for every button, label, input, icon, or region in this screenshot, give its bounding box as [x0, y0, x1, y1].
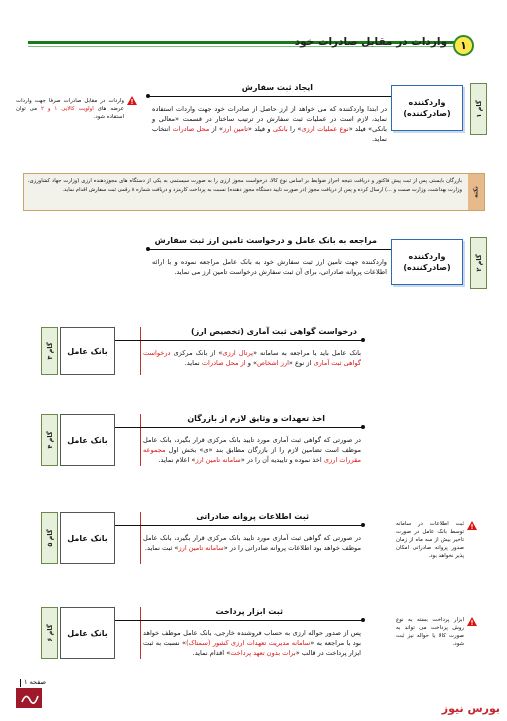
step-2-title-rule: [148, 249, 391, 250]
note-box-text: بازرگان بایستی پس از ثبت پیش فاکتور و دریافت نتیجه احراز ضوابط بر اساس نوع کالا، درخواست مجوز ارزی را به صورت سیستمی به یکی از دستگاه های مجوزدهنده ارزی (وزارت جهاد کشاورزی، وزارت بهداشت، وزارت صمت و ...) ارسال کرده و پس از دریافت مجوز (در صورت تایید دستگاه مجوز دهنده) نسبت به پرداخت کارمزد و دریافت شماره ۸ رقمی ثبت سفارش اقدام نماید.: [28, 178, 462, 193]
warning-icon: [127, 96, 137, 105]
step-1-title-rule: [148, 96, 391, 97]
step-3-rule: [140, 327, 141, 375]
step-3-title-rule: [115, 340, 362, 341]
step-1-tab: گام ۱: [470, 83, 487, 135]
step-6-text: پس از صدور حواله ارزی به حساب فروشنده خارجی، بانک عامل موظف خواهد بود با مراجعه به «سامانه مدیریت تعهدات ارزی کشور (سمتاک)» نسبت به ثبت ابزار پرداخت در قالب «برات بدون تعهد پرداخت» اقدام نماید.: [143, 629, 361, 657]
step-2-actor: واردکننده (صادرکننده): [391, 239, 463, 285]
section-number-badge: ۱: [453, 35, 474, 56]
step-4-text: در صورتی که گواهی ثبت آماری مورد تایید بانک مرکزی قرار بگیرد، بانک عامل موظف است تضامین لازم را از بازرگان مطابق بند «ی» بخش اول مجموعه مقررات ارزی اخذ نموده و تاییدیه آن را در «سامانه تامین ارز» اعلام نماید.: [143, 436, 361, 464]
note-box-tab: نکته: [468, 174, 484, 210]
step-2-text: واردکننده جهت تامین ارز ثبت سفارش خود به بانک عامل مراجعه نموده و با ارائه اطلاعات پروانه صادراتی، برای آن ثبت سفارش درخواست تامین ارز می نماید.: [152, 258, 387, 276]
step-5-title-rule: [115, 525, 362, 526]
step-3-title: درخواست گواهی ثبت آماری (تخصیص ارز): [190, 327, 357, 336]
step-6-title: ثبت ابزار پرداخت: [215, 607, 283, 616]
watermark: بورس نیوز: [441, 702, 500, 715]
footer-rule: [20, 679, 21, 687]
step-5-title: ثبت اطلاعات پروانه صادراتی: [196, 512, 309, 521]
step-6-title-rule: [115, 620, 362, 621]
step-6-rule: [140, 607, 141, 659]
logo-icon: [16, 688, 42, 708]
step-4-title: اخذ تعهدات و وثایق لازم از بازرگان: [187, 414, 325, 423]
step-1-text: در ابتدا واردکننده که می خواهد از ارز حاصل از صادرات خود جهت واردات استفاده نماید، لازم است در عملیات ثبت سفارش در ترتیب ساختار در قسمت «معالی و بانکی» فیلد «نوع عملیات ارزی» را بانکی و فیلد «تامین ارز» از محل صادرات انتخاب نماید.: [152, 105, 388, 143]
page-title: واردات در مقابل صادرات خود: [294, 36, 447, 48]
step-5-tab: گام ۵: [41, 512, 58, 564]
step-3-text: بانک عامل باید با مراجعه به سامانه «پرتال ارزی» از بانک مرکزی درخواست گواهی ثبت آماری از نوع «ارز اشخاص» و از محل صادرات نماید.: [143, 349, 361, 367]
step-4-rule: [140, 414, 141, 466]
note-box: [23, 173, 485, 211]
step-5-text: در صورتی که گواهی ثبت آماری مورد تایید بانک مرکزی قرار بگیرد، بانک عامل موظف خواهد بود اطلاعات پروانه صادراتی را در «سامانه تامین ارز» ثبت نماید.: [143, 534, 361, 552]
step-5-rule: [140, 512, 141, 564]
page-number: صفحه ۱: [24, 678, 47, 686]
step-3-actor: بانک عامل: [60, 327, 115, 375]
step-4-title-rule: [115, 427, 362, 428]
step-5-side-note: ثبت اطلاعات در سامانه توسط بانک عامل در صورت تاخیر بیش از سه ماه از زمان صدور پروانه صادراتی امکان پذیر نخواهد بود.: [396, 521, 464, 559]
step-1-title: ایجاد ثبت سفارش: [241, 83, 313, 92]
step-6-tab: گام ۶: [41, 607, 58, 659]
step-1-side-note: واردات در مقابل صادرات صرفا جهت واردات عرضه های اولویت کالایی ۱ و ۲ می توان استفاده شود.: [16, 98, 124, 120]
step-4-tab: گام ۴: [41, 414, 58, 466]
step-3-tab: گام ۳: [41, 327, 58, 375]
step-6-side-note: ابزار پرداخت بسته به نوع روش پرداخت می تواند به صورت کالا یا حواله نیز ثبت شود.: [396, 617, 464, 647]
step-5-actor: بانک عامل: [60, 512, 115, 564]
warning-icon: [467, 521, 477, 530]
step-1-actor: واردکننده (صادرکننده): [391, 85, 463, 131]
warning-icon: [467, 617, 477, 626]
step-2-title: مراجعه به بانک عامل و درخواست تامین ارز ثبت سفارش: [154, 236, 377, 245]
step-2-tab: گام ۲: [470, 237, 487, 289]
step-4-actor: بانک عامل: [60, 414, 115, 466]
step-6-actor: بانک عامل: [60, 607, 115, 659]
